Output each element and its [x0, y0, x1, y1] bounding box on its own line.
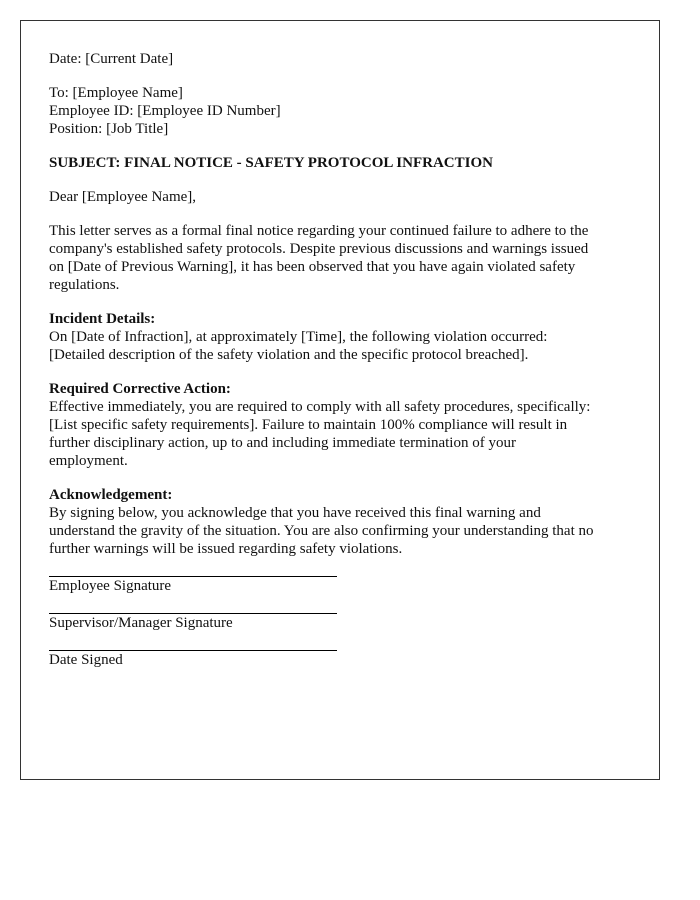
signature-date	[49, 650, 337, 669]
recipient-block	[49, 84, 631, 138]
recipient-employee-id: Employee ID: [Employee ID Number]	[49, 103, 281, 119]
intro-line: on [Date of Previous Warning], it has been observed that you have again violated safety	[49, 259, 576, 275]
signature-employee	[49, 576, 337, 595]
section-heading: Acknowledgement:	[49, 487, 173, 503]
section-required-corrective-action	[49, 380, 631, 470]
recipient-to: To: [Employee Name]	[49, 85, 183, 101]
date-line	[49, 50, 631, 68]
date-text: Date: [Current Date]	[49, 51, 174, 67]
section-heading: Incident Details:	[49, 311, 156, 327]
signature-block	[49, 576, 631, 669]
section-acknowledgement	[49, 486, 631, 558]
signature-label: Supervisor/Manager Signature	[49, 615, 233, 631]
section-incident-details	[49, 310, 631, 364]
section-line: further disciplinary action, up to and including immediate termination of your	[49, 435, 516, 451]
section-line: Effective immediately, you are required to comply with all safety procedures, specifically:	[49, 399, 591, 415]
signature-label: Date Signed	[49, 652, 123, 668]
section-line: [List specific safety requirements]. Failure to maintain 100% compliance will result in	[49, 417, 568, 433]
intro-line: regulations.	[49, 277, 120, 293]
section-heading: Required Corrective Action:	[49, 381, 231, 397]
subject-line: SUBJECT: FINAL NOTICE - SAFETY PROTOCOL INFRACTION	[49, 155, 493, 171]
section-line: further warnings will be issued regarding safety violations.	[49, 541, 403, 557]
salutation: Dear [Employee Name],	[49, 189, 197, 205]
letter-document	[20, 20, 660, 780]
recipient-position: Position: [Job Title]	[49, 121, 169, 137]
section-line: [Detailed description of the safety violation and the specific protocol breached].	[49, 347, 529, 363]
intro-line: company's established safety protocols. Despite previous discussions and warnings issued	[49, 241, 589, 257]
section-line: understand the gravity of the situation. You are also confirming your understanding that no	[49, 523, 594, 539]
section-line: On [Date of Infraction], at approximately [Time], the following violation occurred:	[49, 329, 548, 345]
intro-line: This letter serves as a formal final notice regarding your continued failure to adhere to the	[49, 223, 589, 239]
intro-paragraph	[49, 222, 631, 294]
signature-supervisor	[49, 613, 337, 632]
section-line: employment.	[49, 453, 128, 469]
signature-label: Employee Signature	[49, 578, 172, 594]
section-line: By signing below, you acknowledge that you have received this final warning and	[49, 505, 541, 521]
